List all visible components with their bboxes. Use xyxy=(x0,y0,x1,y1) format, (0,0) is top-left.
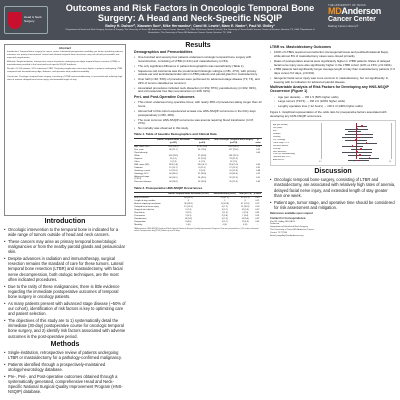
methods-bullet: • Patients identified through a prospectively-maintained otology/neurotology database. xyxy=(4,362,126,372)
odds-ratio-point xyxy=(359,134,361,136)
abstract-box xyxy=(4,44,126,216)
ltbr-heading: LTBR vs. Mastoidectomy Outcomes xyxy=(270,45,332,49)
results-heading: Results xyxy=(185,42,211,49)
table2-header-cell: Total (n=174) xyxy=(238,193,252,196)
contact-line: Department of Head and Neck Surgery xyxy=(270,226,308,229)
table2-cell: 10 (8.3) xyxy=(184,218,192,221)
table1-cell: 88 (72.7) xyxy=(169,148,178,151)
table2-header-cell: p-value xyxy=(253,193,262,196)
table2-cell: 4 (7.5) xyxy=(221,206,228,209)
table1-cell: 26 (49.1) xyxy=(197,176,207,179)
table2-cell: 11 (6.3) xyxy=(241,221,249,224)
table2-cell: 0.49 xyxy=(255,197,260,200)
table1-cell: 81 (46.6) xyxy=(229,172,238,175)
table1-cell: 127 (73.0) xyxy=(228,148,239,151)
table1-cell: 27 (15.5) xyxy=(229,166,238,169)
table1-cell: 28.0 (6.1) xyxy=(197,163,207,166)
table1-cell: 62.4 (15.6) xyxy=(197,145,208,148)
table2-cell: 36 (29.8) xyxy=(184,203,193,206)
table1-cell: 138 (79.3) xyxy=(228,154,239,157)
table1 xyxy=(134,138,262,184)
table2-cell: 0 (0) xyxy=(186,224,191,227)
table1-cell: 45 (25.9) xyxy=(229,181,238,184)
table2-cell: 5 (4.1) xyxy=(185,215,192,218)
table2-cell: 0.34 xyxy=(255,206,260,209)
odds-ratio-point xyxy=(357,151,359,153)
forest-row-label: SCC histology xyxy=(273,138,285,141)
table1-header-cell: p-value xyxy=(255,139,261,144)
table2-header-cell: Mastoidectomy (n=53) xyxy=(213,193,236,196)
odds-ratio-point xyxy=(360,148,362,150)
table1-cell: Other xyxy=(134,160,140,163)
table2-cell: 3 (2.5) xyxy=(185,212,192,215)
table2-cell: 64 (52.9) xyxy=(184,197,193,200)
table2-cell: 0.91 xyxy=(255,215,260,218)
references-heading: References available upon request xyxy=(270,212,313,216)
table1-cell: BMI, mean (SD) xyxy=(134,163,150,166)
abstract-heading: Abstract xyxy=(58,46,72,50)
table2-cell: 12 (6.9) xyxy=(241,209,249,212)
discussion-heading: Discussion xyxy=(314,168,352,176)
multivariable-bullet: ◦ Lengthy operative time (>12 hours) → OR 2.4 (140% higher odds) xyxy=(270,105,396,109)
table2-cell: Readmission xyxy=(134,218,147,221)
institution-logo-line1: THE UNIVERSITY OF TEXAS xyxy=(328,3,366,7)
odds-ratio-point xyxy=(369,157,371,159)
forest-row-label: Tumor stage T3/T4 xyxy=(273,141,289,144)
poster-authors: Bailey H. Duhon¹², Xiaowen Sun³, Mike Hernandez³, Carol M. Lewis¹, Marc E. Nader¹, Paul W. Gidley¹ xyxy=(105,24,275,28)
table2-cell: Length of stay, median xyxy=(134,200,156,203)
table1-caption: Table 1. Table of baseline Demographics and Clinical Data xyxy=(134,131,217,136)
forest-row-label: LTBR (vs. mastoidectomy) xyxy=(273,153,296,156)
table2-cell: 89 (51.1) xyxy=(241,197,250,200)
table2-cell: Any occurrence xyxy=(134,197,149,200)
table2-cell: Pneumonia xyxy=(134,215,145,218)
table2-cell: - xyxy=(257,224,258,227)
table1-cell: 0.63 xyxy=(256,181,261,184)
forest-row-label: ASA class ≥3 xyxy=(273,159,285,162)
periop-bullet: • The most common HNS-NSQIP occurrence was anemia requiring blood transfusion (n=47, 27%). xyxy=(134,119,262,126)
periop-heading: Peri- and Post-Operative Outcomes xyxy=(134,95,195,100)
discussion-list xyxy=(270,177,396,210)
table1-cell: 0.03 xyxy=(256,151,261,154)
discussion-bullet: • Oncologic temporal bone surgery, consisting of LTBR and mastoidectomy, are associated with relatively high rates of anemia, delayed facial nerve injury, and extended length of stay greater than one week. xyxy=(270,177,396,198)
table2-cell: 4 (7.5) xyxy=(221,218,228,221)
table2-cell: 15 (12.4) xyxy=(184,206,193,209)
odds-ratio-point xyxy=(359,154,361,156)
table1-cell: 9 (7.4) xyxy=(170,160,177,163)
column-right xyxy=(270,44,396,237)
forest-row-label: Operative time >12 h xyxy=(273,156,291,159)
odds-ratio-point xyxy=(358,160,360,162)
forest-row-label: Sex (male) xyxy=(273,127,283,130)
table1-cell: Age, mean (SD) xyxy=(134,145,150,148)
discussion-bullet: • Patient age, tumor stage, and operative time should be considered for risk assessment and mitigation. xyxy=(270,200,396,210)
table2-cell: 5 xyxy=(224,200,226,203)
table1-cell: Smoking, current xyxy=(134,169,151,172)
table1-cell: 28.4 (5.9) xyxy=(229,163,238,166)
demographics-bullet: • Squamous cell carcinoma was the predominant histologic subtype (n=81, 47%), with primary outside ear and auricular/auricular skin in LTBR patients and parotid gland for mastoidectomy. xyxy=(134,70,262,77)
figure1-caption: Figure 1. Graphical representation of the odds ratio for preoperative factors associated with developing any HNS-NSQIP occurrence. xyxy=(270,110,387,118)
table1-header-cell: Lateral Temporal Bone Resection (n=121) xyxy=(156,139,190,144)
methods-heading: Methods xyxy=(50,340,80,348)
table1-header-cell xyxy=(134,138,155,145)
table1-cell: 8 (15.1) xyxy=(198,166,206,169)
demographics-heading: Demographics and Premorbidities xyxy=(134,49,193,54)
table1-cell: 12 (22.6) xyxy=(197,157,207,160)
multivariable-bullet: ◦ Large tumors (T3/T4) → OR 2.0 (100% higher odds) xyxy=(270,100,396,104)
table2-cell: 2 (3.8) xyxy=(221,215,228,218)
table1-cell: 0.92 xyxy=(256,166,261,169)
table1-cell: 0.74 xyxy=(256,145,261,148)
forest-row-label: Recurrent disease xyxy=(273,144,289,147)
multivariable-list xyxy=(270,96,396,109)
table2-cell: 0.21 xyxy=(255,200,260,203)
table1-cell: 0.22 xyxy=(256,172,261,175)
table1-header-row xyxy=(134,138,262,145)
table1-body xyxy=(134,145,262,184)
table1-cell: 37 (69.8) xyxy=(197,154,207,157)
table1-cell: 5 (9.4) xyxy=(199,169,206,172)
table2-cell: 14 (8.0) xyxy=(241,218,249,221)
table1-cell: 0.54 xyxy=(256,163,261,166)
contact-heading: Contact for Correspondence: xyxy=(270,216,307,220)
table2-row xyxy=(134,224,262,227)
table1-cell: Advanced stage (T3/T4) xyxy=(134,175,150,181)
table2-cell: Reoperation xyxy=(134,221,146,224)
table2-cell: Flap failure xyxy=(134,212,145,215)
table1-cell: 30 (24.8) xyxy=(169,181,178,184)
contact-email[interactable]: Email: pwgidley@mdanderson.org xyxy=(270,234,304,237)
table1-cell: 28.6 (5.8) xyxy=(168,163,178,166)
table2-cell: 0.22 xyxy=(255,203,260,206)
forest-row-label: Smoking xyxy=(273,136,281,139)
department-logo-text: Head & Neck Surgery xyxy=(24,15,42,23)
table2-note: *Abbreviations: HNS-NSQIP, Head and Neck-Specific National Surgical Quality Improvement Program. Data are presented as n (%) unless otherwise noted. Postoperative day (POD) follow-up was 30 days. xyxy=(134,227,259,233)
institution-logo-line2 xyxy=(328,7,396,16)
table1-cell: 61.8 (13.9) xyxy=(228,145,239,148)
table1-cell: 66 (54.5) xyxy=(169,176,178,179)
table1-cell: 101 (83.5) xyxy=(168,154,179,157)
table2-cell: 6 xyxy=(187,200,189,203)
table1-cell: White xyxy=(134,154,140,157)
table2-cell: 7 (4.0) xyxy=(242,215,249,218)
table1-cell: 19 (10.9) xyxy=(229,169,238,172)
forest-row-label: Age (per decade) xyxy=(273,124,288,127)
demographics-bullet: • The only significant difference in patient demographics was race/ethnicity (Table 1). xyxy=(134,65,262,69)
table1-cell: 4 (7.5) xyxy=(199,160,206,163)
abstract-paragraph: Conclusion: Oncologic temporal bone surgery, consisting of LTBR and mastoidectomy, is associated with relatively high rates of anemia, delayed facial nerve injury, and extended length of stay. xyxy=(7,75,123,81)
table2-cell: 4 (2.3) xyxy=(242,212,249,215)
contact-line: The University of Texas MD Anderson Cancer xyxy=(270,229,315,232)
contact-line: Paul W. Gidley, MD FACS xyxy=(270,220,296,223)
institution-logo-anderson: Anderson xyxy=(341,6,382,16)
table2-cell: 3 (5.7) xyxy=(221,209,228,212)
table2-cell: 9 (7.4) xyxy=(185,209,192,212)
table2 xyxy=(134,192,262,227)
axis-tick-label: 0.1 xyxy=(319,160,322,163)
table2-cell: Anemia requiring transfusion xyxy=(134,203,161,206)
intro-bullet: • As many patients present with advanced stage disease (~50% of our cohort), identification of risk factors is key to optimizing care and patient selection. xyxy=(4,301,126,317)
table1-cell: 15 (28.3) xyxy=(197,181,207,184)
table2-cell: Delayed facial nerve injury xyxy=(134,206,159,209)
table1-cell: 61.6 (13.2) xyxy=(168,145,179,148)
abstract-paragraph: Methods: Single-institution, retrospective review of patients undergoing oncologic temporal bone resection (LTBR) or mastoidectomy enrolled in the head and neck-specific NSQIP database. xyxy=(7,61,120,67)
table1-cell: 0.91 xyxy=(256,148,261,151)
table1-cell: 11 (9.1) xyxy=(169,157,177,160)
multivariable-bullet: ◦ Age (per decade) → OR 1.5 (50% higher odds) xyxy=(270,96,396,100)
institution-logo xyxy=(328,3,396,37)
poster-header xyxy=(0,0,400,40)
column-left xyxy=(4,44,126,396)
contact-line: Center, TX 77030 xyxy=(270,231,288,234)
table1-row xyxy=(134,181,262,184)
forest-row-label: Neck dissection xyxy=(273,150,287,153)
periop-bullet: • Almost half of this cohort experienced at least one HNS-NSQIP occurrence in the thirty days postoperatively (n=89, 49%). xyxy=(134,110,262,117)
periop-bullet: • No mortality was observed in this study. xyxy=(134,127,262,131)
contact-line: Professor xyxy=(270,223,280,226)
table2-cell: Surgical site infection xyxy=(134,209,155,212)
forest-row-label: Diabetes xyxy=(273,133,281,136)
table1-cell: 39 (73.6) xyxy=(197,148,207,151)
demographics-list xyxy=(134,56,262,94)
table1-cell: Diabetes xyxy=(134,166,143,169)
multivariable-heading: Multivariable Analysis of Risk Factors for Developing any HNS-NSQIP Occurrence (Figure 1) xyxy=(270,85,389,94)
demographics-bullet: • One-hundred and seventy-four patients underwent oncologic temporal bone surgery with reconstruction, consisting of LTBR (n=121) and mastoidectomy (n=53). xyxy=(134,56,262,63)
intro-bullet: • Due to the rarity of these malignancies, there is little evidence regarding the immediate postoperative outcomes of temporal bone surgery in oncology patients. xyxy=(4,284,126,300)
table1-cell: Histology: SCC xyxy=(134,172,149,175)
department-logo xyxy=(4,6,48,34)
table2-cell: 8 (6.6) xyxy=(185,221,192,224)
axis-tick-label: 10 xyxy=(389,160,391,163)
table1-cell: 60 (49.6) xyxy=(169,172,178,175)
periop-list xyxy=(134,101,262,130)
table2-cell: 0.81 xyxy=(255,221,260,224)
table1-cell: 19 (15.7) xyxy=(169,166,178,169)
ltbr-bullet: • 100% of LTBRs required reconstruction (locoregional tissue and pedicled/rotational flaps), while almost 8% of mastoidectomy cases were closed primarily. xyxy=(270,51,396,58)
table2-body xyxy=(134,197,262,227)
forest-plot xyxy=(270,120,396,166)
institution-logo-md: MD xyxy=(328,6,342,16)
odds-ratio-point xyxy=(354,131,356,133)
intro-heading: Introduction xyxy=(44,218,86,225)
table2-cell: 1 (1.9) xyxy=(221,212,228,215)
periop-bullet: • This cohort underwent long operative times, with nearly 38% of procedures taking longer than 12 hours. xyxy=(134,101,262,108)
table1-cell: 14 (11.6) xyxy=(169,169,178,172)
intro-bullet: • Despite advances in radiation and immunotherapy, surgical resection remains the standard of care for these tumors. Lateral temporal bone resection (LTBR) and mastoidectomy, with facial nerve decompression, both otologic techniques, are the most often indicated procedures. xyxy=(4,256,126,282)
poster-title: Outcomes and Risk Factors in Oncologic Temporal Bone Surgery: A Head and Neck-Specific NSQIP xyxy=(65,3,315,23)
table1-cell: Sex, male xyxy=(134,148,144,151)
table2-cell: 25 (47.2) xyxy=(220,197,229,200)
table2-cell: 0.87 xyxy=(255,218,260,221)
table2-cell: 0.67 xyxy=(255,209,260,212)
table1-cell: 13 (7.5) xyxy=(229,160,238,163)
abstract-paragraph: Results: Of 152 patients, 31% underwent LTBR. Thirty-day complication rates were higher in patients undergoing LTBR compared with mastoidectomy. Age, diabetes, and operative time predicted morbidity. xyxy=(7,68,123,74)
table2-cell: 0 (0) xyxy=(243,224,248,227)
table1-cell: Recurrent disease xyxy=(134,181,152,184)
intro-list xyxy=(4,227,126,339)
intro-bullet: • Oncologic intervention to the temporal bone is indicated for a wide range of tumors outside of head and neck cancers. xyxy=(4,227,126,237)
odds-ratio-point xyxy=(358,137,360,139)
methods-bullet: • Pre-, Peri-, and Post-operative outcomes obtained through a systematically generated, comprehensive Head and Neck-Specific National Surgical Quality Improvement Program (HNS-NSQIP) database. xyxy=(4,374,126,395)
table2-caption: Table 2. Postoperative HNS-NSQIP Occurrences xyxy=(134,185,203,190)
table2-cell: 0 (0) xyxy=(222,224,227,227)
table1-cell: 21 (39.6) xyxy=(197,172,207,175)
odds-ratio-point xyxy=(355,139,357,141)
ltbr-bullet: • LTBR patients had significantly longer average length of stay than mastoidectomy patients (7.0 days versus 5.0 days, p=0.001). xyxy=(270,68,396,75)
table2-cell: 6 xyxy=(244,200,246,203)
table2-cell: Mortality xyxy=(134,224,143,227)
axis-tick-label: 1 xyxy=(354,160,355,163)
table1-cell: Hispanic xyxy=(134,157,143,160)
intro-bullet: • The objectives of this study are to 1) systematically detail the immediate (30-day) postoperative course for oncologic temporal bone surgery, and 2) identify risk factors associated with adverse outcomes in the post-operative period. xyxy=(4,318,126,339)
abstract-paragraph: Introduction: Temporal bone surgery for cancer carries substantial perioperative morbidity, yet factors predicting adverse outcomes are poorly characterized. Lateral and subtotal temporal bone resections carry risk of both preventable and expected complications. xyxy=(7,50,123,59)
references-block xyxy=(270,213,396,237)
intro-bullet: • These cancers may arise as primary temporal bone/otologic malignancies or from the nearby parotid glands and periauricular skin. xyxy=(4,239,126,255)
ltbr-list xyxy=(270,51,396,84)
demographics-bullet: • Over half (n=92, 53%) of procedures were performed for advanced-stage disease (T3, T4), and 26% of tumors classified as recurrent. xyxy=(134,78,262,85)
table1-header-cell: Mastoidectomy (n=53) xyxy=(191,138,212,145)
table1-cell: 0.68 xyxy=(256,169,261,172)
logo-mark-icon xyxy=(8,12,22,29)
table2-cell: 11 (20.8) xyxy=(220,203,229,206)
table1-cell: 0.51 xyxy=(256,176,261,179)
institution-logo-line3: Cancer Center xyxy=(328,16,376,23)
column-middle xyxy=(134,44,262,233)
table2-header-cell: Lateral Temporal Bone Resection (n=121) xyxy=(165,192,212,196)
ltbr-bullet: • Rates of postoperative anemia were significantly higher in LTBR patients. Rates of delayed facial nerve injury were also significantly higher in the LTBR cohort (12% vs 15%, p=0.0161). xyxy=(270,60,396,67)
methods-bullet: • Single-institution, retrospective review of patients undergoing LTBR or mastoidectomy for a pathology-confirmed malignancy. xyxy=(4,350,126,360)
table2-cell: 47 (27.0) xyxy=(241,203,250,206)
ltbr-bullet: • Iatrogenic facial nerve injury was more common in mastoidectomy, but not significantly. In keeping with its indication for advanced parotid disease. xyxy=(270,77,396,84)
table1-header-cell: Total Oncologic Temporal Bone Surgery (n=174) xyxy=(213,139,254,144)
table1-cell: 23 (13.2) xyxy=(229,157,238,160)
forest-row xyxy=(273,159,393,162)
institution-logo-tagline: Making Cancer History® xyxy=(328,24,359,28)
methods-list xyxy=(4,350,126,395)
demographics-bullet: • Associated procedures included neck dissection (n=152, 87%), parotidectomy (n=162, 93%), and microvascular free flap reconstruction (n=108, 62%). xyxy=(134,87,262,94)
odds-ratio-point xyxy=(361,125,363,127)
table2-cell: 19 (10.9) xyxy=(241,206,250,209)
table1-cell: Race/ethnicity xyxy=(134,151,148,154)
table2-cell: 0.81 xyxy=(255,212,260,215)
forest-row-label: Free flap xyxy=(273,147,281,150)
forest-row-label: BMI xyxy=(273,130,277,133)
table1-cell: 92 (52.9) xyxy=(229,176,238,179)
poster-affiliations: ¹Department of Head and Neck Surgery, Division of Surgery, The University of Texas MD Anderson Cancer Center, Houston, TX, USA. ²McGovern Medical School, The University of Texas Health Science Center at Houston, Houston, TX, USA. ³Department of Biostatistics, The University of Texas MD Anderson Cancer Center, Houston, TX, USA. xyxy=(65,29,315,34)
table2-cell: 3 (5.7) xyxy=(221,221,228,224)
